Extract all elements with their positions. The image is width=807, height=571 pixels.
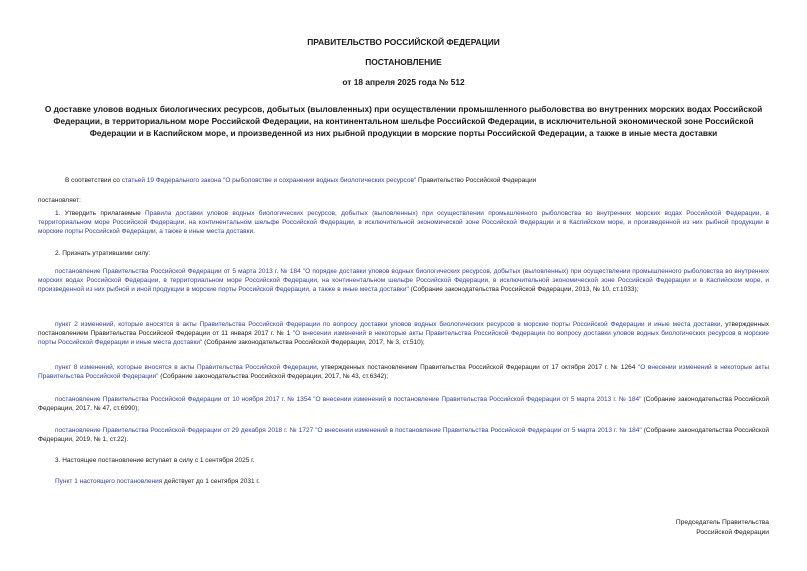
item-1-paragraph [38, 209, 769, 237]
repealed-item-1 [38, 267, 769, 295]
item-3-paragraph: 3. Настоящее постановление вступает в силу с 1 сентября 2025 г. [55, 457, 255, 464]
signature-line-2: Российской Федерации [696, 528, 769, 536]
document-date-number: от 18 апреля 2025 года № 512 [342, 77, 465, 87]
repealed-item-4-suffix: (Собрание законодательства Российской Федерации, 2017, № 47, ст.6990); [38, 396, 769, 413]
point-1-link[interactable]: Пункт 1 настоящего постановления [55, 478, 163, 485]
repealed-item-1-link[interactable]: постановление Правительства Российской Федерации от 5 марта 2013 г. № 184 "О порядке доставки уловов водных биологических ресурсов, добытых (выловленных) при осуществлении промышленного рыболовства во внутренних морских водах Российской Федерации, в территориальном море Российской Федерации, на континентальном шельфе Российской Федерации, в исключительной экономической зоне Российской Федерации и в Каспийском море, и произведенной из них рыбной и иной продукции в морские порты Российской Федерации, а также в иные места доставки" [38, 268, 769, 294]
repealed-item-2-suffix: (Собрание законодательства Российской Федерации, 2017, № 3, ст.510); [202, 339, 425, 347]
government-heading: ПРАВИТЕЛЬСТВО РОССИЙСКОЙ ФЕДЕРАЦИИ [307, 37, 500, 47]
federal-law-link[interactable]: статьей 19 Федерального закона "О рыболовстве и сохранении водных биологических ресурсов" [121, 177, 417, 184]
final-suffix: действует до 1 сентября 2031 г. [162, 478, 260, 485]
document-subject-title: О доставке уловов водных биологических ресурсов, добытых (выловленных) при осуществлении промышленного рыболовства во внутренних морских водах Российской Федерации, в территориальном море Российской Федерации, на континентальном шельфе Российской Федерации, в исключительной экономической зоне Российской Федерации и в Каспийском море, и произведенной из них рыбной продукции в морские порты Российской Федерации, а также в иные места доставки [44, 104, 763, 138]
repealed-item-2-link2[interactable]: "О внесении изменений в некоторые акты Правительства Российской Федерации по вопросу доставки уловов водных биологических ресурсов в морские порты Российской Федерации и иные места доставки" [38, 330, 769, 347]
item-1-prefix: 1. Утвердить прилагаемые [55, 210, 145, 217]
item-1-suffix: . [253, 228, 255, 236]
repealed-item-3 [38, 363, 769, 381]
preamble-paragraph [65, 176, 536, 185]
document-type-heading: ПОСТАНОВЛЕНИЕ [365, 57, 442, 67]
repealed-item-5 [38, 426, 769, 444]
repealed-item-5-link[interactable]: постановление Правительства Российской Федерации от 29 декабря 2018 г. № 1727 "О внесении изменений в постановление Правительства Российской Федерации от 5 марта 2013 г. № 184" [55, 427, 642, 434]
repealed-item-3-middle: , утвержденных постановлением Правительства Российской Федерации от 17 октября 2017 г. № 1264 [316, 364, 638, 371]
preamble-prefix: В соответствии со [65, 177, 122, 184]
repealed-item-2-link[interactable]: пункт 2 изменений, которые вносятся в акты Правительства Российской Федерации по вопросу доставки уловов водных биологических ресурсов в морские порты Российской Федерации и иные места доставки [55, 321, 721, 328]
repealed-item-2 [38, 320, 769, 348]
rules-link[interactable]: Правила доставки уловов водных биологических ресурсов, добытых (выловленных) при осуществлении промышленного рыболовства во внутренних морских водах Российской Федерации, в территориальном море Российской Федерации, на континентальном шельфе Российской Федерации, в исключительной экономической зоне Российской Федерации и в Каспийском море, и произведенной из них рыбной продукции в морские порты Российской Федерации, а также в иные места доставки [38, 210, 769, 236]
signature-block [676, 518, 769, 538]
repealed-item-1-suffix: (Собрание законодательства Российской Федерации, 2013, № 10, ст.1033); [408, 286, 639, 294]
repealed-item-3-suffix: (Собрание законодательства Российской Федерации, 2017, № 43, ст.6342); [158, 373, 389, 381]
repealed-item-4-link[interactable]: постановление Правительства Российской Федерации от 10 ноября 2017 г. № 1354 "О внесении изменений в постановление Правительства Российской Федерации от 5 марта 2013 г. № 184" [55, 396, 642, 403]
repealed-item-3-link[interactable]: пункт 8 изменений, которые вносятся в акты Правительства Российской Федерации [55, 364, 317, 371]
repealed-item-3-link2[interactable]: "О внесении изменений в некоторые акты Правительства Российской Федерации" [38, 364, 769, 381]
preamble-suffix: Правительство Российской Федерации [416, 177, 537, 184]
final-paragraph [55, 477, 260, 486]
repealed-item-4 [38, 395, 769, 413]
item-2-paragraph: 2. Признать утратившими силу: [55, 250, 151, 257]
decrees-word: постановляет: [38, 197, 81, 204]
signature-line-1: Председатель Правительства [675, 519, 769, 526]
repealed-item-5-suffix: (Собрание законодательства Российской Федерации, 2019, № 1, ст.22). [38, 427, 769, 444]
repealed-item-2-middle: , утвержденных постановлением Правительства Российской Федерации от 11 января 2017 г. № 1 [38, 321, 769, 338]
